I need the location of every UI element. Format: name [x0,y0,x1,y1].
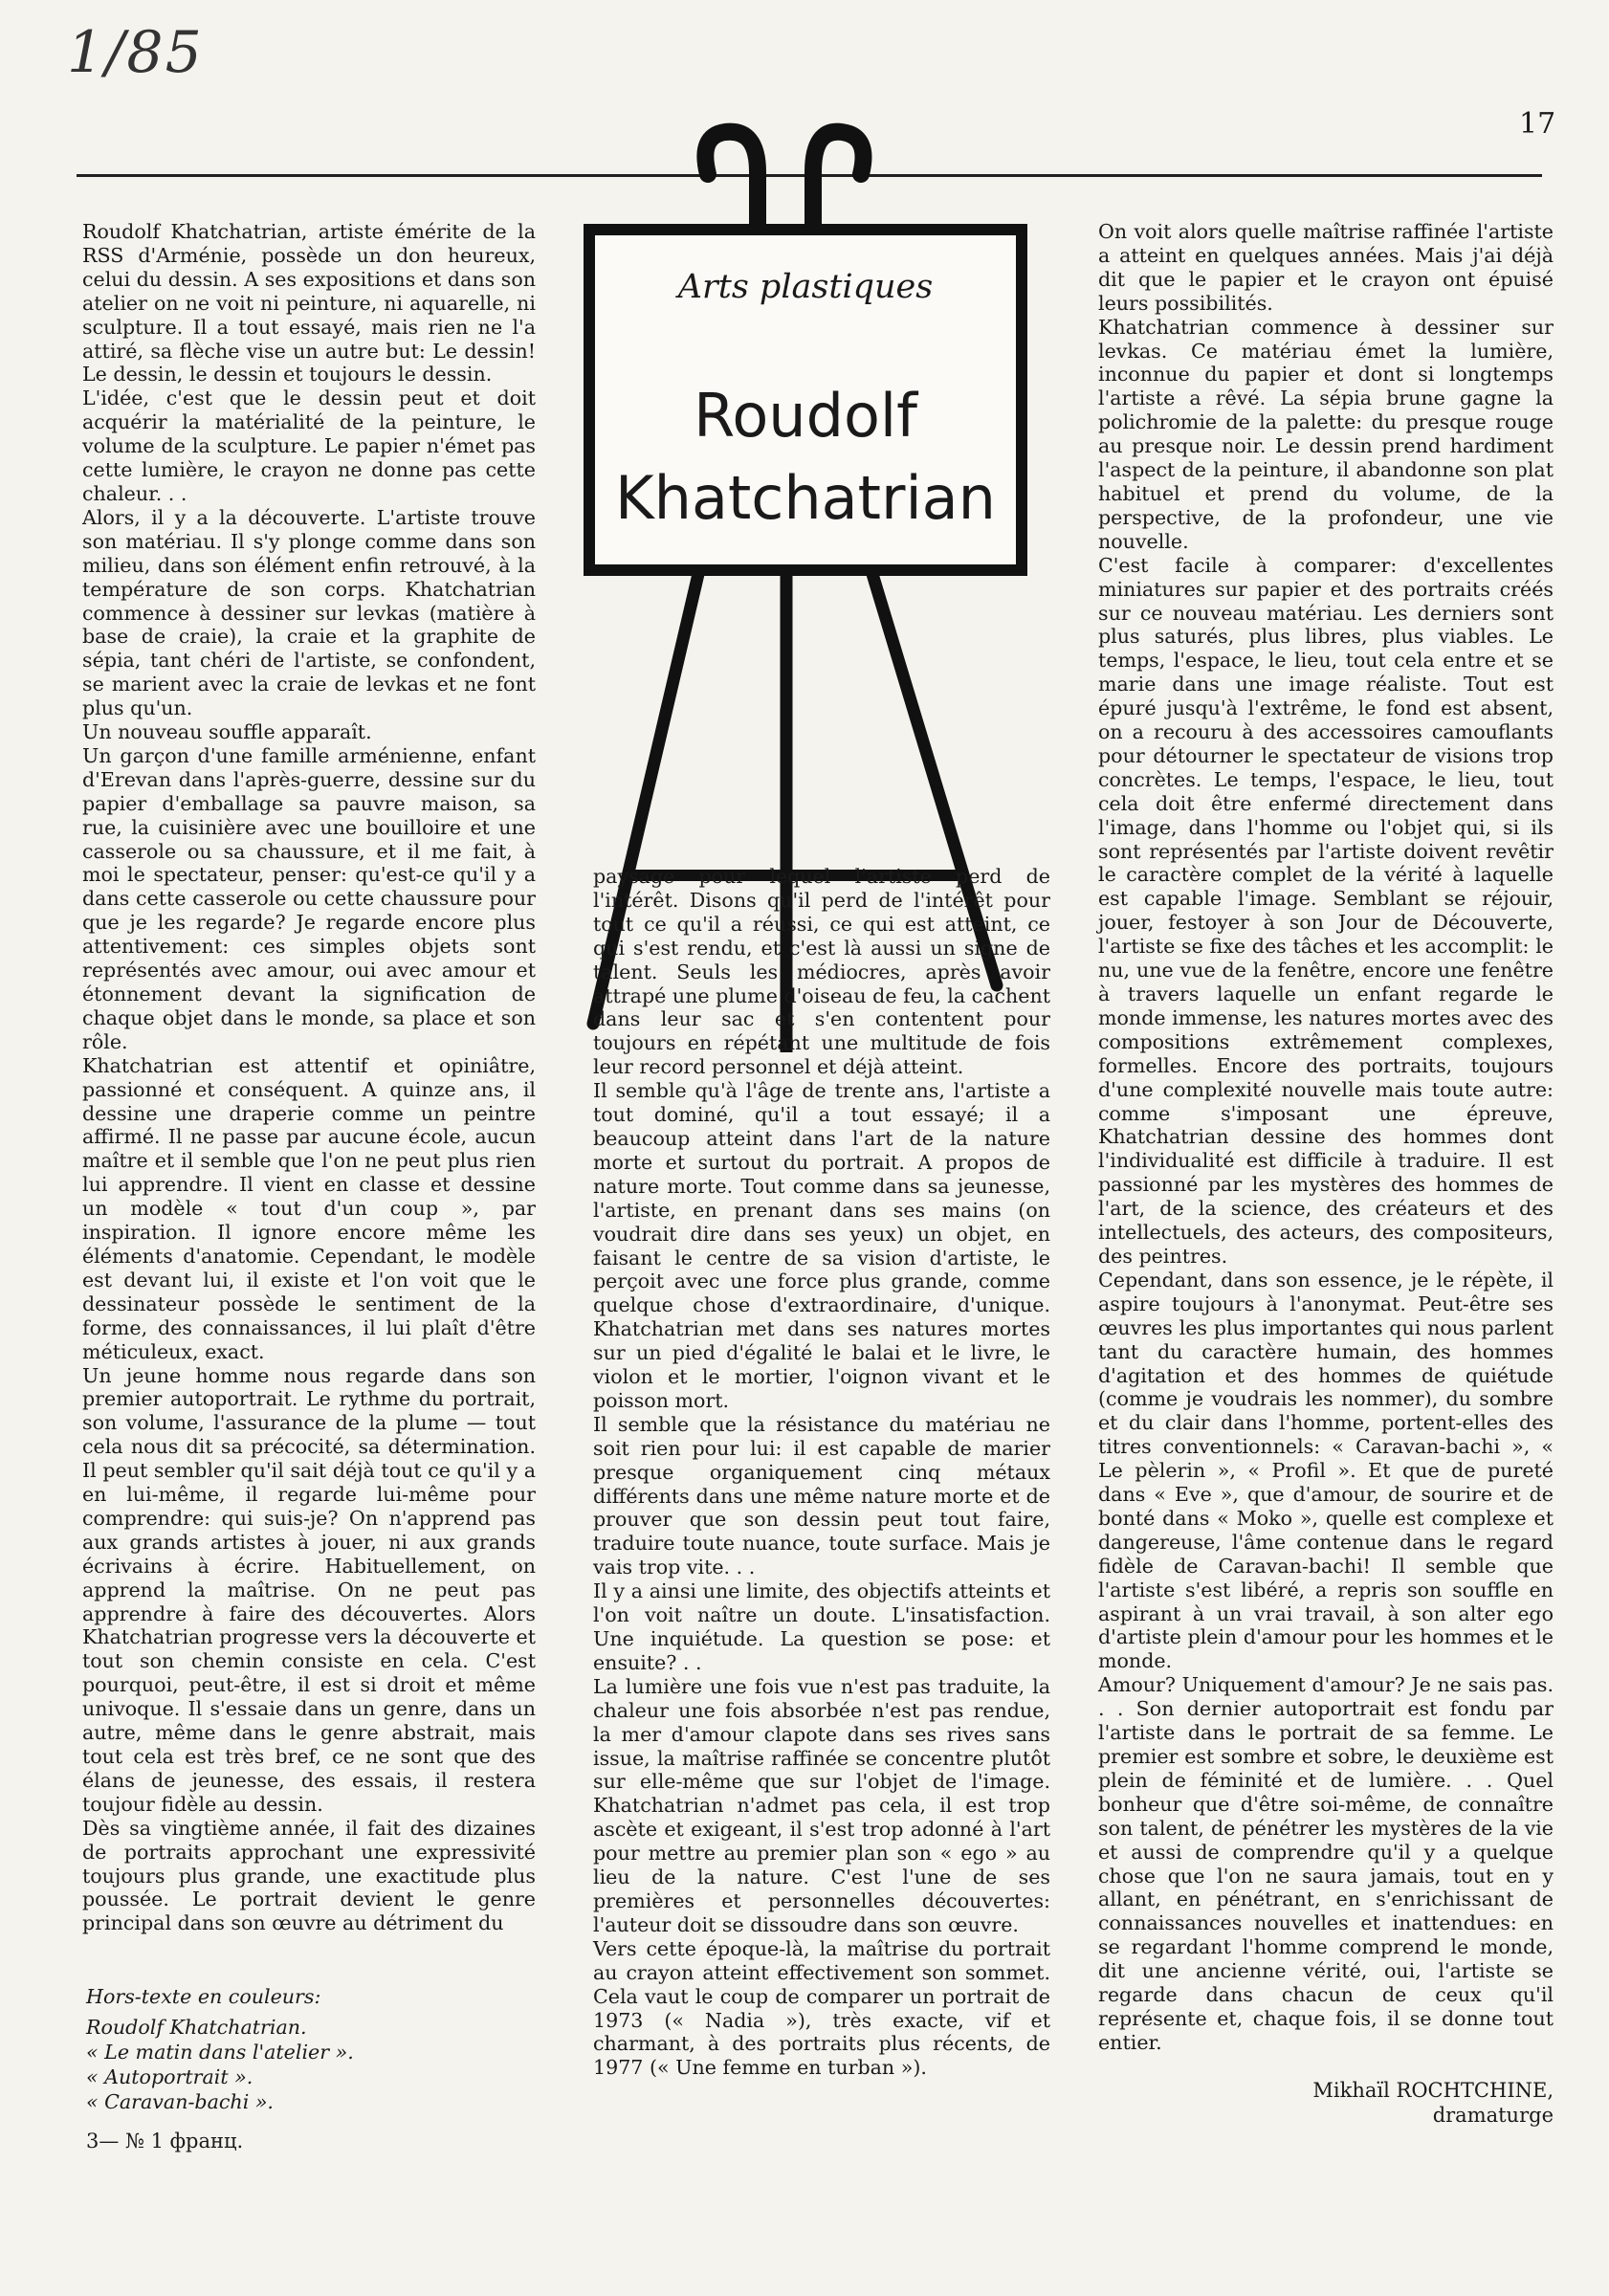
column-middle [593,865,1050,2080]
paragraph: Vers cette époque-là, la maîtrise du portrait au crayon atteint effectivement son sommet. Cela vaut le coup de comparer un portrait de 1973 (« Nadia »), très exacte, vif et charmant, à des portraits plus récents, de 1977 (« Une femme en turban »). [593,1936,1050,2080]
paragraph: Il semble qu'à l'âge de trente ans, l'artiste a tout dominé, qu'il a tout essayé; il a beaucoup atteint dans l'art de la nature morte et surtout du portrait. A propos de nature morte. Tout comme dans sa jeunesse, l'artiste, en prenant dans ses mains (on voudrait dire dans ses yeux) un objet, en faisant le centre de sa vision d'artiste, le perçoit avec une force plus grande, comme quelque chose d'extraordinaire, d'unique. Khatchatrian met dans ses natures mortes sur un pied d'égalité le balai et le livre, le violon et le mortier, l'oignon vivant et le poisson mort. [593,1079,1050,1412]
paragraph: C'est facile à comparer: d'excellentes miniatures sur papier et des portraits créés sur ce nouveau matériau. Les derniers sont plus saturés, plus libres, plus viables. Le temps, l'espace, le lieu, tout cela entre et se marie dans une image réaliste. Tout est épuré jusqu'à l'extrême, le fond est absent, on a recouru à des accessoires camouflants pour détourner le spectateur de visions trop concrètes. Le temps, l'espace, le lieu, tout cela doit être enfermé directement dans l'image, dans l'homme ou l'objet qui, si ils sont représentés par l'artiste doivent revêtir le caractère complet de la vérité à laquelle est capable l'image. Semblant se réjouir, jouer, festoyer à son Jour de Découverte, l'artiste se fixe des tâches et les accomplit: le nu, une vue de la fenêtre, encore une fenêtre à travers laquelle un enfant regarde le monde immense, les natures mortes avec des compositions extrêmement complexes, formelles. Encore des portraits, toujours d'une complexité nouvelle mais toute autre: comme s'imposant une épreuve, Khatchatrian dessine des hommes dont l'individualité est difficile à traduire. Il est passionné par les mystères des hommes de l'art, de la science, des créateurs et des intellectuels, des acteurs, des compositeurs, des peintres. [1098,553,1554,1268]
paragraph: Dès sa vingtième année, il fait des dizaines de portraits approchant une expressivité toujours plus grande, une exactitude plus poussée. Le portrait devient le genre principal dans son œuvre au détriment du [82,1816,536,1935]
paragraph: Amour? Uniquement d'amour? Je ne sais pas. . . Son dernier autoportrait est fondu par l'artiste dans le portrait de sa femme. Le premier est sombre et sobre, le deuxième est plein de féminité et de lumière. . . Quel bonheur que d'être soi-même, de connaître son talent, de pénétrer les mystères de la vie et aussi de comprendre qu'il y a quelque chose que l'on ne saura jamais, tout en y allant, en pénétrant, en s'enrichissant de connaissances nouvelles et inattendues: en se regardant l'homme comprend le monde, dit une ancienne vérité, oui, l'artiste se regarde dans chacun de ceux qu'il représente et, chaque fois, il se donne tout entier. [1098,1673,1554,2054]
paragraph: paysage pour lequel l'artiste perd de l'intérêt. Disons qu'il perd de l'intérêt pour tout ce qu'il a réussi, ce qui est atteint, ce qui s'est rendu, et c'est là aussi un signe de talent. Seuls les médiocres, après avoir attrapé une plume d'oiseau de feu, la cachent dans leur sac et s'en contentent pour toujours en répétant une multitude de fois leur record personnel et déjà atteint. [593,865,1050,1079]
author-signature [1244,2078,1554,2128]
paragraph: La lumière une fois vue n'est pas traduite, la chaleur une fois absorbée n'est pas rendue, la mer d'amour clapote dans ses rives sans issue, la maîtrise raffinée se concentre plutôt sur elle-même que sur l'objet de l'image. Khatchatrian n'admet pas cela, il est trop ascète et exigeant, il s'est trop adonné à l'art pour mettre au premier plan son « ego » au lieu de la nature. C'est l'une de ses premières et personnelles découvertes: l'auteur doit se dissoudre dans son œuvre. [593,1674,1050,1936]
paragraph: Un garçon d'une famille arménienne, enfant d'Erevan dans l'après-guerre, dessine sur du papier d'emballage sa pauvre maison, sa rue, la cuisinière avec une bouilloire et une casserole ou sa chaussure, et il me fait, à moi le spectateur, penser: qu'est-ce qu'il y a dans cette casserole ou cette chaussure pour que je les regarde? Je regarde encore plus attentivement: ces simples objets sont représentés avec amour, oui avec amour et étonnement devant la signification de chaque objet dans le monde, sa place et son rôle. [82,743,536,1053]
author-name: Mikhaïl ROCHTCHINE, [1312,2079,1554,2102]
author-role: dramaturge [1432,2104,1554,2127]
hors-texte-heading: Hors-texte en couleurs: [86,1985,321,2008]
hors-texte-line: « Caravan-bachi ». [86,2090,274,2113]
hors-texte-note [86,1984,488,2114]
article-title-line2: Khatchatrian [615,463,996,533]
paragraph: Alors, il y a la découverte. L'artiste trouve son matériau. Il s'y plonge comme dans son milieu, dans son élément enfin retrouvé, à la température de son corps. Khatchatrian commence à dessiner sur levkas (matière à base de craie), la craie et la graphite de sépia, tant chéri de l'artiste, se confondent, se marient avec la craie de levkas et ne font plus qu'un. [82,505,536,720]
paragraph: Il y a ainsi une limite, des objectifs atteints et l'on voit naître un doute. L'insatisfaction. Une inquiétude. La question se pose: et ensuite? . . [593,1579,1050,1674]
paragraph: Un jeune homme nous regarde dans son premier autoportrait. Le rythme du portrait, son volume, l'assurance de la plume — tout cela nous dit sa précocité, sa détermination. Il peut sembler qu'il sait déjà tout ce qu'il y a en lui-même, il regarde lui-même pour comprendre: qui suis-je? On n'apprend pas aux grands artistes à jouer, ni aux grands écrivains à écrire. Habituellement, on apprend la maîtrise. On ne peut pas apprendre à faire des découvertes. Alors Khatchatrian progresse vers la découverte et tout son chemin consiste en cela. C'est pourquoi, peut-être, il est si droit et même univoque. Il s'essaie dans un genre, dans un autre, même dans le genre abstrait, mais tout cela est très bref, ce ne sont que des élans de jeunesse, des essais, il restera toujour fidèle au dessin. [82,1363,536,1816]
column-right [1098,220,1554,2055]
hors-texte-line: Roudolf Khatchatrian. [86,2016,307,2039]
paragraph: Il semble que la résistance du matériau ne soit rien pour lui: il est capable de marier presque organiquement cinq métaux différents dans une même nature morte et de prouver que son dessin peut tout faire, traduire toute nuance, toute surface. Mais je vais trop vite. . . [593,1412,1050,1579]
handwritten-issue-note: 1/85 [67,19,204,86]
paragraph: On voit alors quelle maîtrise raffinée l'artiste a atteint en quelques années. Mais j'ai déjà dit que le papier et le crayon ont épuisé leurs possibilités. [1098,220,1554,315]
section-kicker: Arts plastiques [677,268,934,306]
hors-texte-line: « Le matin dans l'atelier ». [86,2041,354,2064]
footer-signature-mark: 3— № 1 франц. [86,2130,244,2152]
easel-hook-right [813,132,864,230]
easel-hook-left [705,132,758,230]
paragraph: Roudolf Khatchatrian, artiste émérite de la RSS d'Arménie, possède un don heureux, celui du dessin. A ses expositions et dans son atelier on ne voit ni peinture, ni aquarelle, ni sculpture. Il a tout essayé, mais rien ne l'a attiré, sa flèche vise un autre but: Le dessin! Le dessin, le dessin et toujours le dessin. [82,220,536,386]
hors-texte-line: « Autoportrait ». [86,2065,253,2088]
paragraph: L'idée, c'est que le dessin peut et doit acquérir la matérialité de la peinture, le volume de la sculpture. Le papier n'émet pas cette lumière, le crayon ne donne pas cette chaleur. . . [82,386,536,505]
paragraph: Un nouveau souffle apparaît. [82,720,372,744]
paragraph: Khatchatrian est attentif et opiniâtre, passionné et conséquent. A quinze ans, il dessine une draperie comme un peintre affirmé. Il ne passe par aucune école, aucun maître et il semble que l'on ne peut plus rien lui apprendre. Il vient en classe et dessine un modèle « tout d'un coup », par inspiration. Il ignore encore même les éléments d'anatomie. Cependant, le modèle est devant lui, il existe et l'on voit que le dessinateur possède le sentiment de la forme, des connaissances, il lui plaît d'être méticuleux, exact. [82,1053,536,1363]
paragraph: Khatchatrian commence à dessiner sur levkas. Ce matériau émet la lumière, inconnue du papier et dont si longtemps l'artiste a rêvé. La sépia brune gagne la polichromie de la palette: du presque rouge au presque noir. Le dessin prend hardiment l'aspect de la peinture, il abandonne son plat habituel et prend du volume, de la perspective, de la profondeur, une vie nouvelle. [1098,315,1554,553]
column-left [82,220,536,1935]
article-title [584,375,1027,540]
page-number: 17 [1519,107,1556,141]
paragraph: Cependant, dans son essence, je le répète, il aspire toujours à l'anonymat. Peut-être ses œuvres les plus importantes qui nous parlent tant du caractère humain, des hommes d'agitation et des hommes de quiétude (comme je voudrais les nommer), du sombre et du clair dans l'homme, portent-elles des titres conventionnels: « Caravan-bachi », « Le pèlerin », « Profil ». Et que de pureté dans « Eve », que d'amour, de sourire et de bonté dans « Moko », quelle est complexe et dangereuse, l'âme contenue dans le regard fidèle de Caravan-bachi! Il semble que l'artiste s'est libéré, a repris son souffle en aspirant à un vrai travail, à son alter ego d'artiste plein d'amour pour les hommes et le monde. [1098,1268,1554,1673]
article-title-line1: Roudolf [694,381,917,451]
